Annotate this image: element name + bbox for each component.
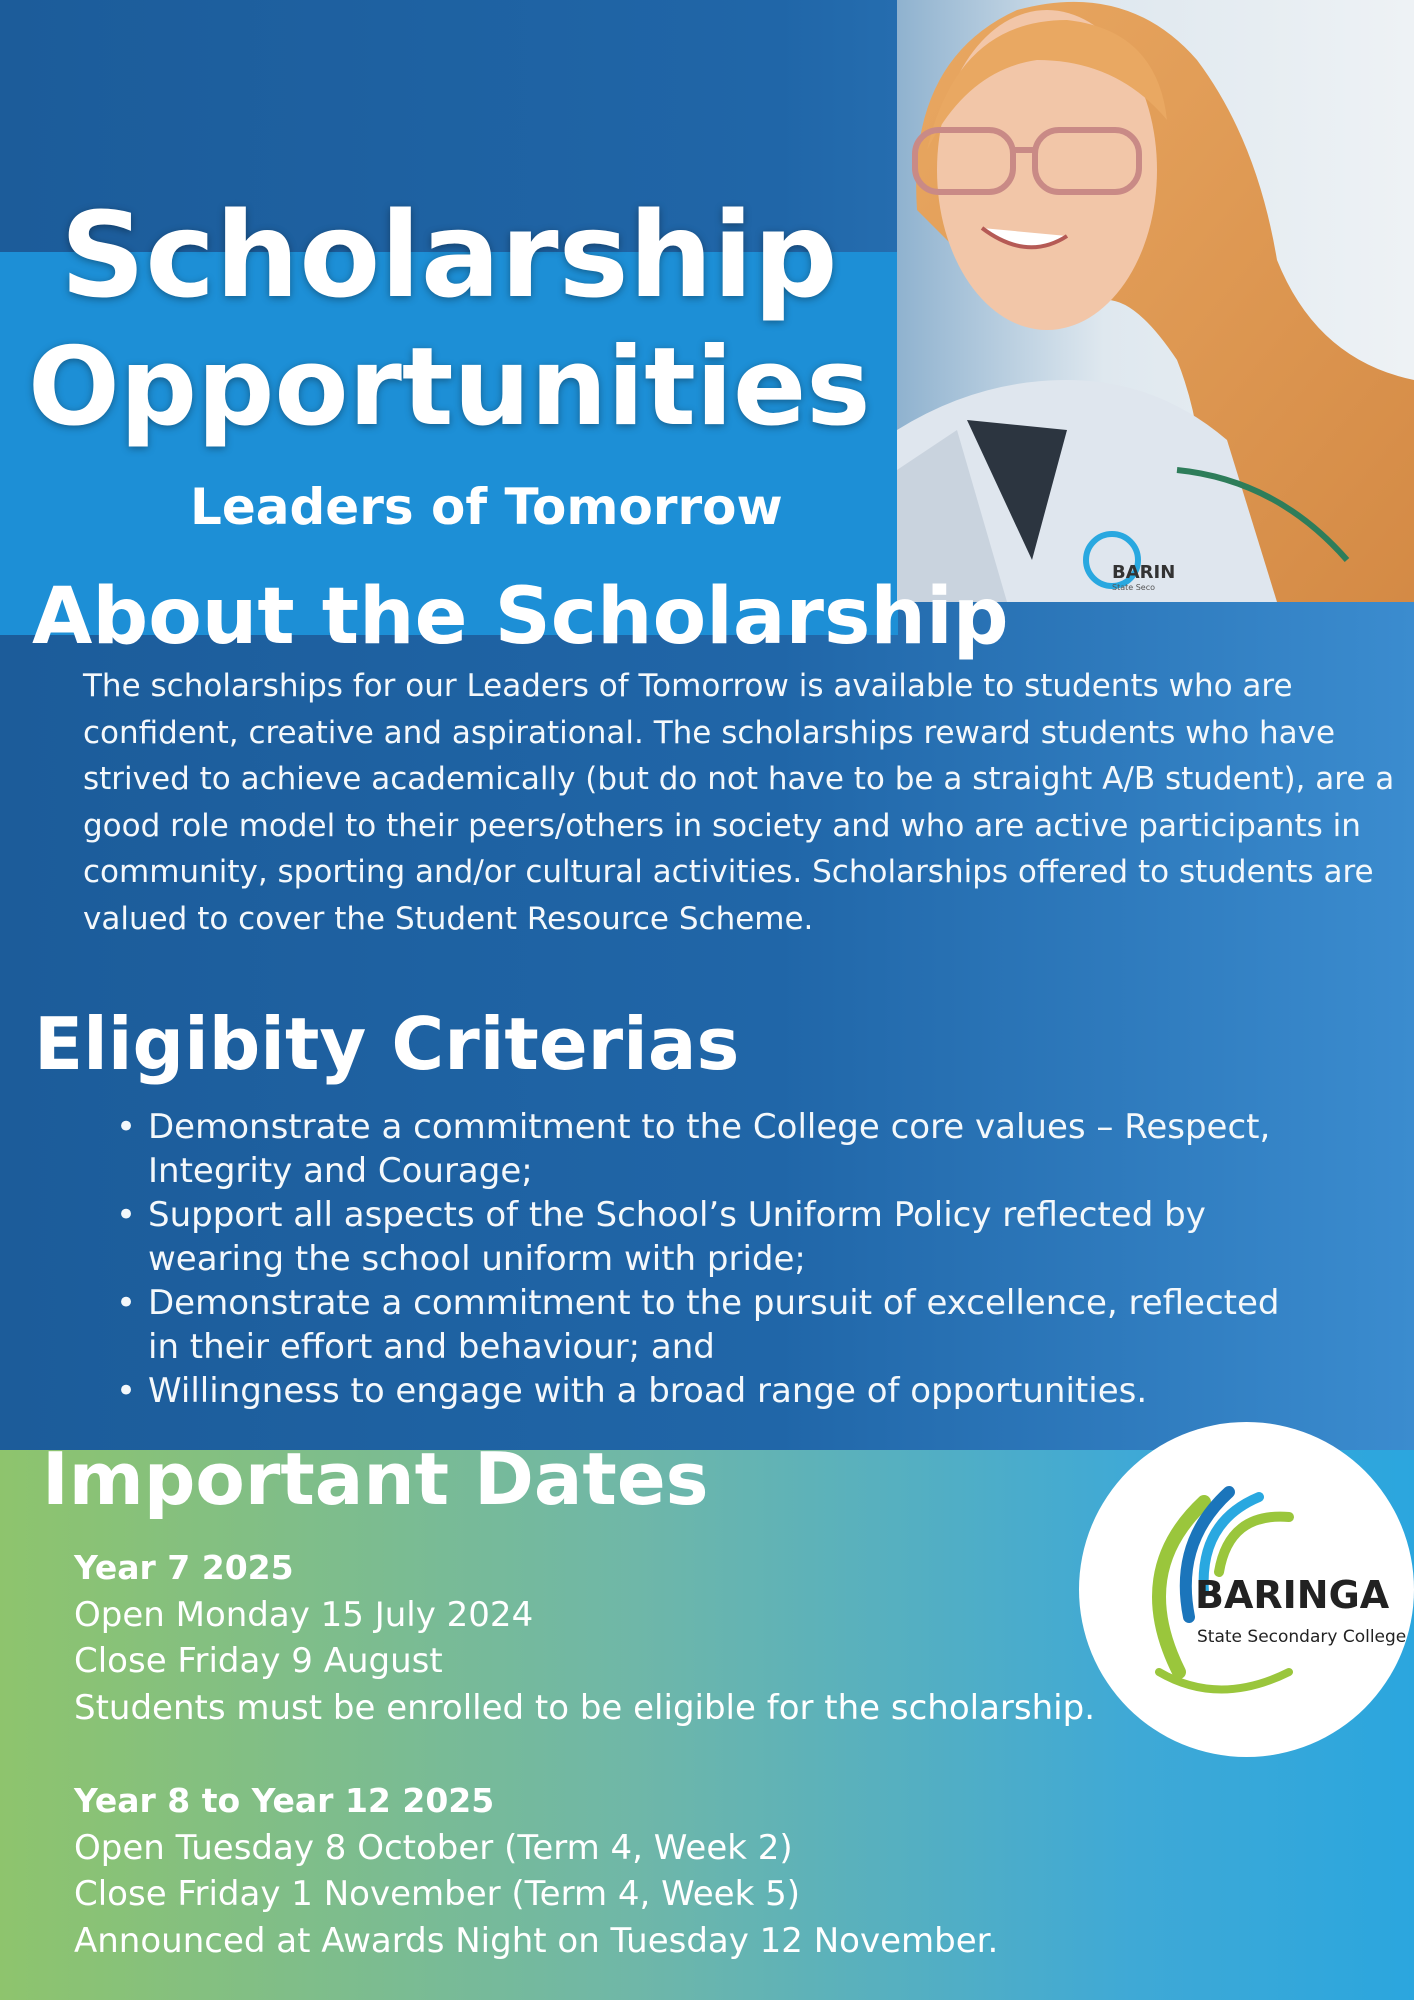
dates-line: Open Monday 15 July 2024	[74, 1594, 534, 1635]
eligibility-list	[112, 1105, 1292, 1413]
eligibility-heading: Eligibity Criterias	[34, 1002, 740, 1086]
logo-subtitle: State Secondary College	[1197, 1627, 1407, 1647]
about-paragraph: The scholarships for our Leaders of Tomorrow is available to students who are confident, creative and aspirational. The scholarships reward students who have strived to achieve academically (but do not have to be a straight A/B student), are a good role model to their peers/others in society and who are active participants in community, sporting and/or cultural activities. Scholarships offered to students are valued to cover the Student Resource Scheme.	[83, 668, 1395, 937]
title-line-2: Opportunities	[28, 325, 871, 450]
baringa-logo	[1079, 1422, 1414, 1757]
tagline: Leaders of Tomorrow	[190, 478, 783, 536]
dates-year8-12-title: Year 8 to Year 12 2025	[74, 1781, 495, 1820]
shirt-badge-text: BARIN	[1112, 562, 1176, 583]
criteria-item: • Demonstrate a commitment to the pursuit of excellence, reflected in their effort and behaviour; and	[112, 1281, 1292, 1369]
dates-line: Students must be enrolled to be eligible for the scholarship.	[74, 1687, 1096, 1728]
dates-year7	[74, 1545, 1095, 1731]
about-heading: About the Scholarship	[32, 572, 1009, 662]
criteria-item: • Willingness to engage with a broad range of opportunities.	[112, 1369, 1292, 1413]
criteria-item: • Demonstrate a commitment to the College core values – Respect, Integrity and Courage;	[112, 1105, 1292, 1193]
student-photo	[897, 0, 1414, 602]
dates-line: Open Tuesday 8 October (Term 4, Week 2)	[74, 1827, 793, 1868]
dates-line: Close Friday 9 August	[74, 1641, 443, 1681]
dates-year8-12	[74, 1778, 998, 1964]
title-line-1: Scholarship	[60, 186, 838, 324]
dates-heading: Important Dates	[42, 1437, 709, 1521]
dates-year7-title: Year 7 2025	[74, 1548, 294, 1587]
criteria-item: • Support all aspects of the School’s Uniform Policy reflected by wearing the school uniform with pride;	[112, 1193, 1292, 1281]
dates-line: Announced at Awards Night on Tuesday 12 November.	[74, 1920, 999, 1961]
dates-line: Close Friday 1 November (Term 4, Week 5)	[74, 1874, 800, 1914]
logo-name: BARINGA	[1195, 1573, 1390, 1617]
shirt-badge-subtext: State Seco	[1112, 583, 1156, 592]
